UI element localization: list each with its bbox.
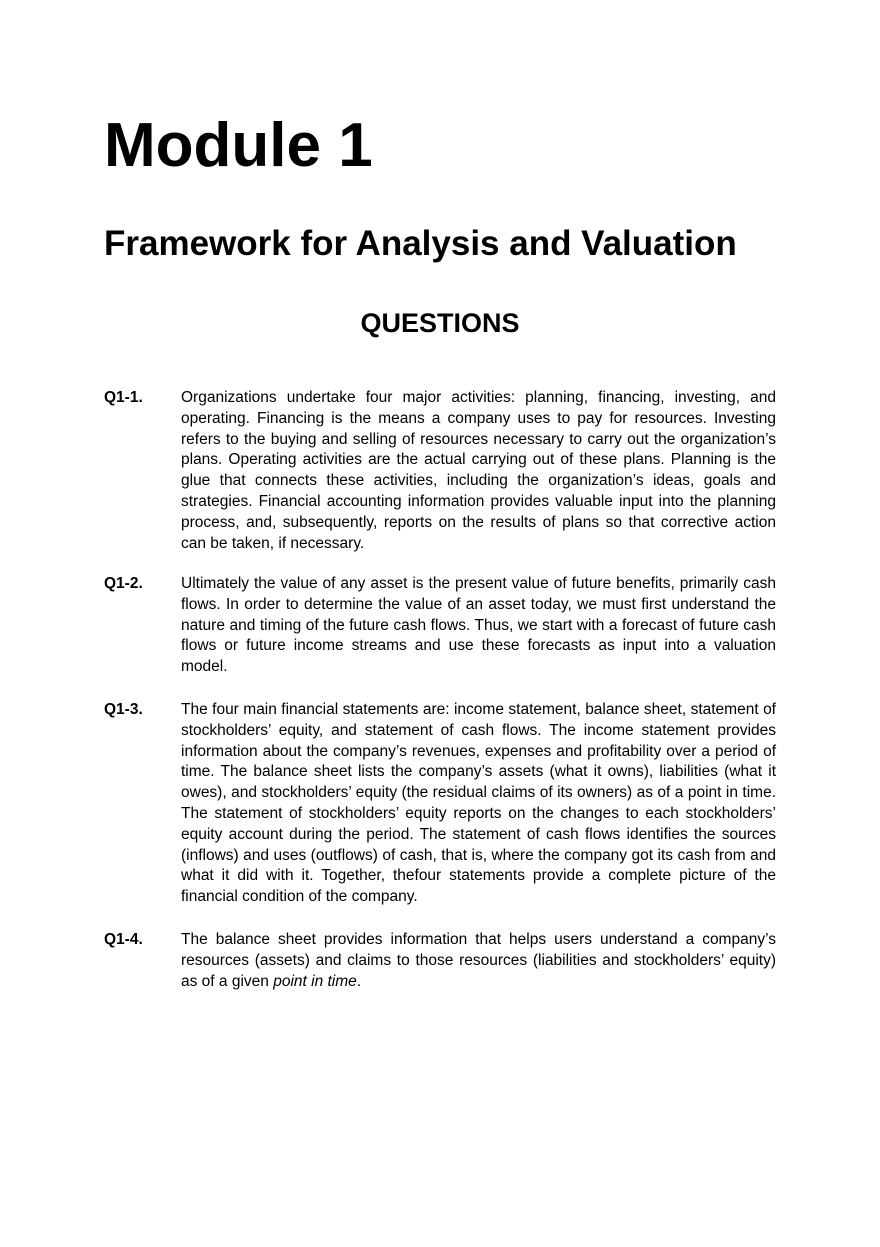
module-subtitle: Framework for Analysis and Valuation [104,224,737,263]
question-item [104,574,776,678]
module-title: Module 1 [104,111,373,180]
question-item [104,700,776,908]
question-answer: The four main financial statements are: income statement, balance sheet, statement of stockholders’ equity, and statement of cash flows. The income statement provides information about the company’s revenues, expenses and profitability over a period of time. The balance sheet lists the company’s assets (what it owns), liabilities (what it owes), and stockholders’ equity (the residual claims of its owners) as of a point in time. The statement of stockholders’ equity reports on the changes to each stockholders’ equity account during the period. The statement of cash flows identifies the sources (inflows) and uses (outflows) of cash, that is, where the company got its cash from and what it did with it. Together, thefour statements provide a complete picture of the financial condition of the company. [181,701,776,906]
question-answer: Organizations undertake four major activities: planning, financing, investing, and operating. Financing is the means a company uses to pay for resources. Investing refers to the buying and selling of resources necessary to carry out the organization’s plans. Operating activities are the actual carrying out of these plans. Planning is the glue that connects these activities, including the organization’s ideas, goals and strategies. Financial accounting information provides valuable input into the planning process, and, subsequently, reports on the results of plans so that corrective action can be taken, if necessary. [181,389,776,552]
question-label: Q1-4. [104,931,143,948]
question-answer [181,930,776,992]
answer-emphasis: point in time [273,972,357,990]
question-answer: Ultimately the value of any asset is the present value of future benefits, primarily cash flows. In order to determine the value of an asset today, we must first understand the nature and timing of the future cash flows. Thus, we start with a forecast of future cash flows or future income streams and use these forecasts as input into a valuation model. [181,575,776,676]
answer-text: The balance sheet provides information that helps users understand a company’s resources (assets) and claims to those resources (liabilities and stockholders’ equity) as of a given [181,931,776,990]
question-label: Q1-2. [104,575,143,592]
answer-text-end: . [356,972,362,990]
section-heading: QUESTIONS [360,308,520,338]
question-item [104,930,776,992]
question-label: Q1-3. [104,701,143,718]
question-label: Q1-1. [104,389,143,406]
question-item [104,388,776,554]
